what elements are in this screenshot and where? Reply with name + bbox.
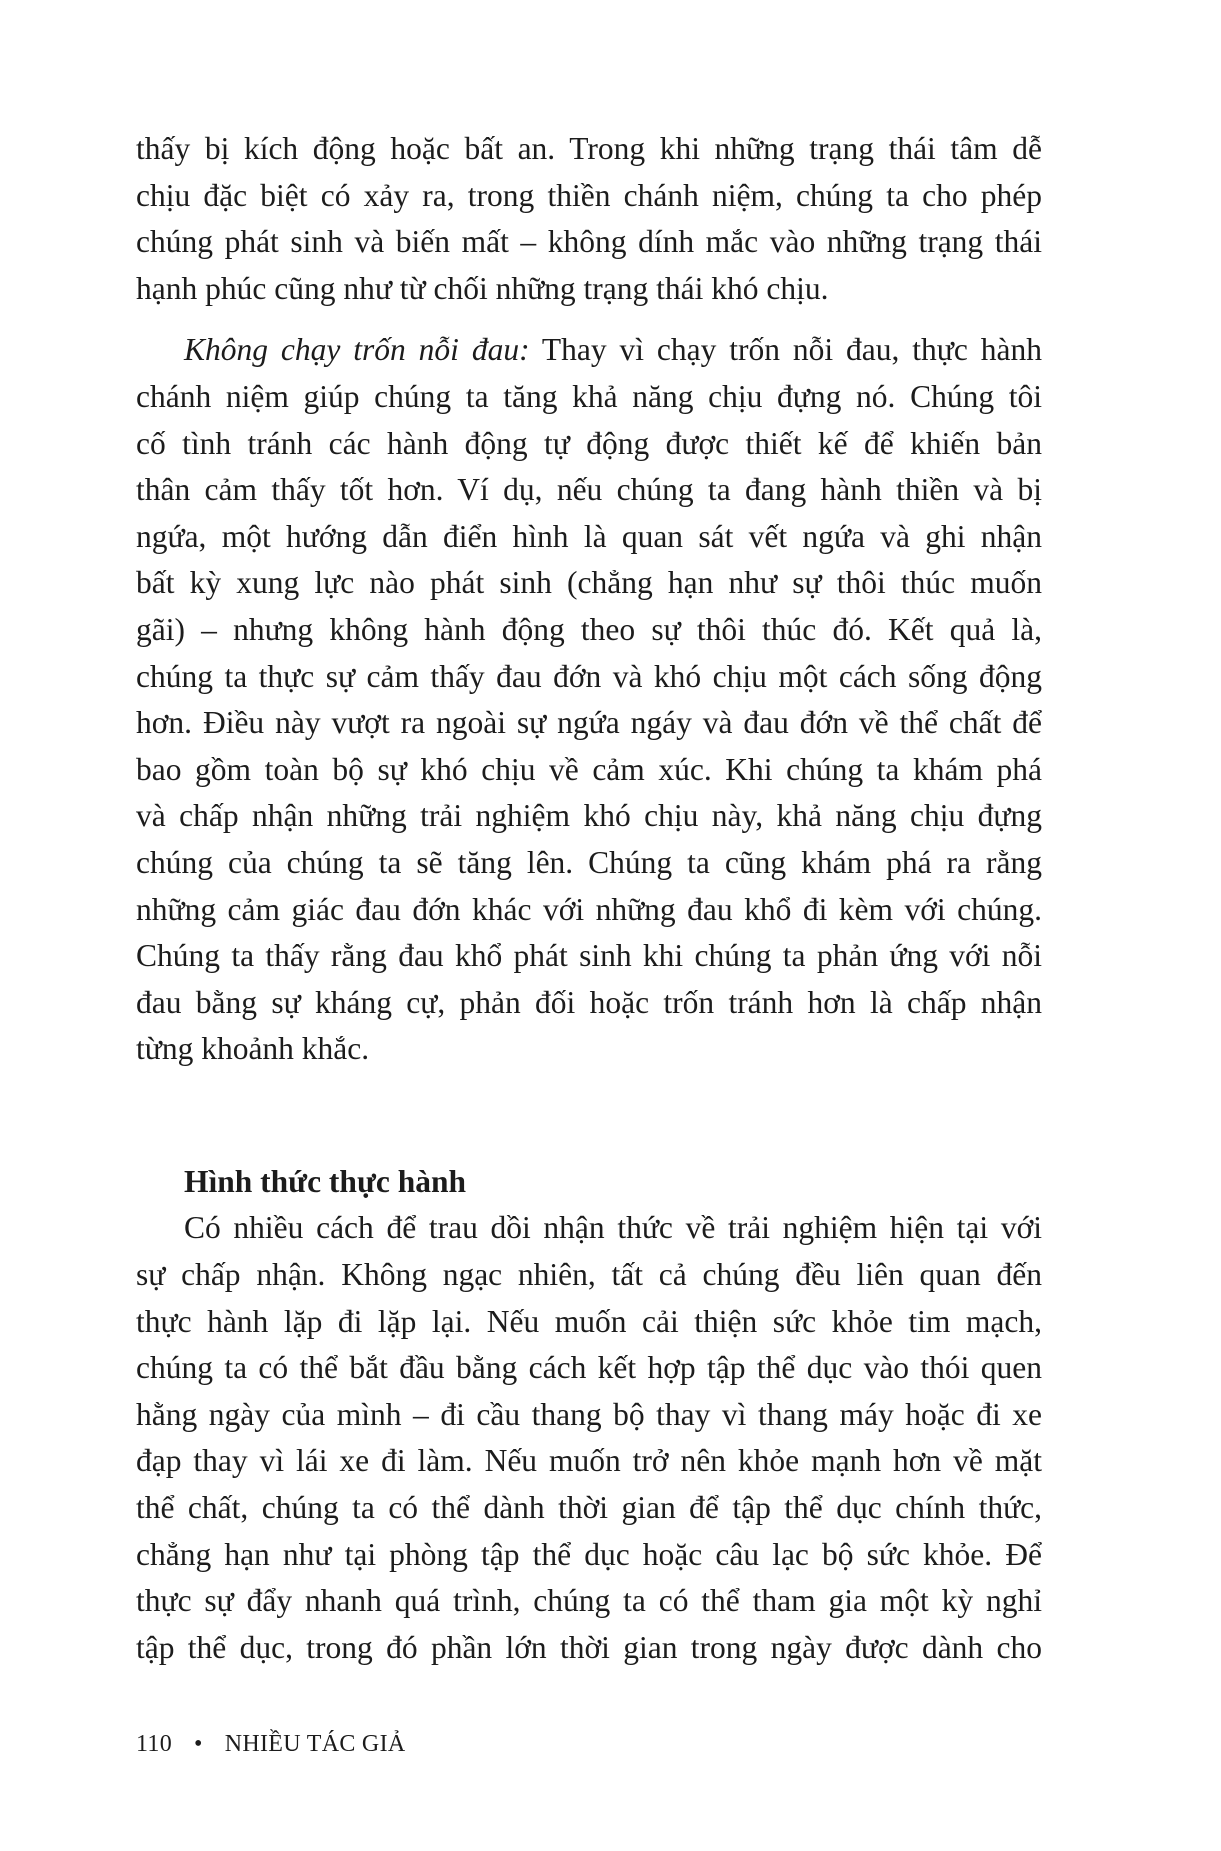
text-line: tập thể dục, trong đó phần lớn thời gian trong ngày được dành cho (136, 1629, 1042, 1665)
text-line-lead (136, 327, 1042, 374)
italic-lead-phrase: Không chạy trốn nỗi đau: (184, 332, 530, 368)
page-footer (136, 1729, 406, 1759)
text-line: chánh niệm giúp chúng ta tăng khả năng chịu đựng nó. Chúng tôi (136, 378, 1042, 414)
text-line: gãi) – nhưng không hành động theo sự thôi thúc đó. Kết quả là, (136, 611, 1042, 647)
text-line: thân cảm thấy tốt hơn. Ví dụ, nếu chúng ta đang hành thiền và bị (136, 472, 1042, 508)
text-line: hằng ngày của mình – đi cầu thang bộ thay vì thang máy hoặc đi xe (136, 1396, 1042, 1432)
page-body (136, 126, 1042, 1671)
paragraph-3 (136, 1205, 1042, 1671)
text-line: hạnh phúc cũng như từ chối những trạng thái khó chịu. (136, 270, 829, 306)
text-line: chúng phát sinh và biến mất – không dính mắc vào những trạng thái (136, 224, 1042, 260)
paragraph-1 (136, 126, 1042, 312)
section-gap (136, 1073, 1042, 1159)
text-line: thể chất, chúng ta có thể dành thời gian để tập thể dục chính thức, (136, 1490, 1042, 1526)
text-line: sự chấp nhận. Không ngạc nhiên, tất cả chúng đều liên quan đến (136, 1257, 1042, 1293)
text-line: Có nhiều cách để trau dồi nhận thức về trải nghiệm hiện tại với (184, 1210, 1042, 1246)
text-line: chúng của chúng ta sẽ tăng lên. Chúng ta cũng khám phá ra rằng (136, 844, 1042, 880)
paragraph-gap (136, 312, 1042, 327)
text-line: ngứa, một hướng dẫn điển hình là quan sát vết ngứa và ghi nhận (136, 518, 1042, 554)
text-line: đạp thay vì lái xe đi làm. Nếu muốn trở nên khỏe mạnh hơn về mặt (136, 1443, 1042, 1479)
section-heading: Hình thức thực hành (184, 1163, 467, 1199)
lead-rest-text: Thay vì chạy trốn nỗi đau, thực hành (529, 332, 1042, 368)
text-line: cố tình tránh các hành động tự động được thiết kế để khiến bản (136, 425, 1042, 461)
text-line: Chúng ta thấy rằng đau khổ phát sinh khi chúng ta phản ứng với nỗi (136, 938, 1042, 974)
bullet-separator: • (194, 1731, 203, 1757)
text-line: chịu đặc biệt có xảy ra, trong thiền chánh niệm, chúng ta cho phép (136, 177, 1042, 213)
text-line: và chấp nhận những trải nghiệm khó chịu này, khả năng chịu đựng (136, 798, 1042, 834)
text-line: thấy bị kích động hoặc bất an. Trong khi những trạng thái tâm dễ (136, 131, 1042, 166)
text-line: chẳng hạn như tại phòng tập thể dục hoặc câu lạc bộ sức khỏe. Để (136, 1536, 1042, 1572)
text-line: hơn. Điều này vượt ra ngoài sự ngứa ngáy và đau đớn về thể chất để (136, 705, 1042, 741)
text-line: thực sự đẩy nhanh quá trình, chúng ta có thể tham gia một kỳ nghỉ (136, 1583, 1042, 1619)
text-line: từng khoảnh khắc. (136, 1031, 370, 1067)
text-line: đau bằng sự kháng cự, phản đối hoặc trốn tránh hơn là chấp nhận (136, 984, 1042, 1020)
text-line: những cảm giác đau đớn khác với những đau khổ đi kèm với chúng. (136, 891, 1042, 927)
page-number: 110 (136, 1731, 173, 1757)
running-author: NHIỀU TÁC GIẢ (224, 1731, 406, 1757)
text-line: chúng ta có thể bắt đầu bằng cách kết hợp tập thể dục vào thói quen (136, 1350, 1042, 1386)
text-line: bao gồm toàn bộ sự khó chịu về cảm xúc. Khi chúng ta khám phá (136, 751, 1042, 787)
text-line: chúng ta thực sự cảm thấy đau đớn và khó chịu một cách sống động (136, 658, 1042, 694)
paragraph-2 (136, 327, 1042, 1073)
text-line: bất kỳ xung lực nào phát sinh (chẳng hạn như sự thôi thúc muốn (136, 565, 1042, 601)
text-line: thực hành lặp đi lặp lại. Nếu muốn cải thiện sức khỏe tim mạch, (136, 1303, 1042, 1339)
